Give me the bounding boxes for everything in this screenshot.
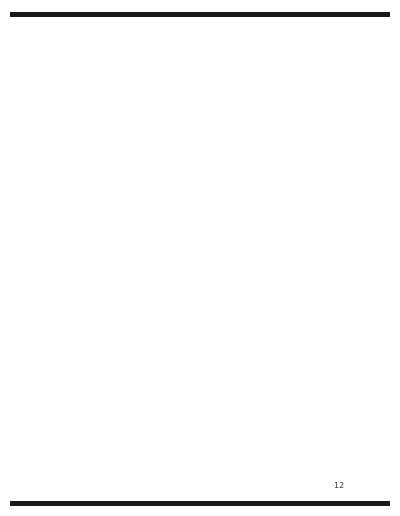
- upper-text-column: [70, 40, 340, 240]
- lower-text-column: [70, 265, 340, 465]
- top-rule: [10, 12, 390, 17]
- page-number: 12: [334, 481, 345, 490]
- bottom-rule: [10, 501, 390, 506]
